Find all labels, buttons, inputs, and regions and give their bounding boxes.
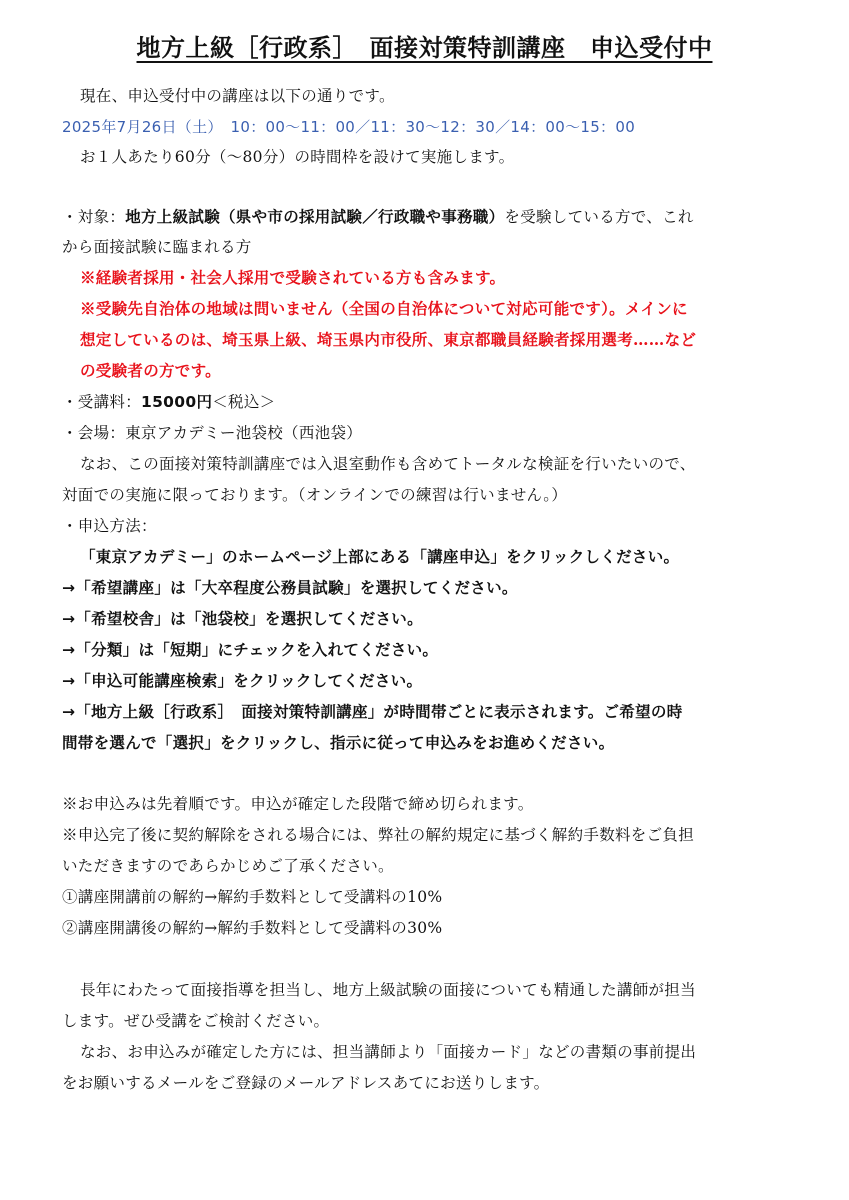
target-note-1: ※経験者採用・社会人採用で受験されている方も含みます。 [80,268,506,287]
target-note-2-cont: 想定しているのは、埼玉県上級、埼玉県内市役所、東京都職員経験者採用選考……など [80,330,697,349]
schedule-line: 2025年7月26日（土） 10：00〜11：00／11：30〜12：30／14：00〜15：00 [62,118,636,136]
apply-step-4: →「分類」は「短期」にチェックを入れてください。 [62,641,439,659]
cancel-fee-before: ①講座開講前の解約→解約手数料として受講料の10% [62,888,443,906]
notice-first-come: ※お申込みは先着順です。申込が確定した段階で締め切られます。 [62,795,534,813]
notice-cancel-cont: いただきますのであらかじめご了承ください。 [62,857,394,875]
closing-line-3: なお、お申込みが確定した方には、担当講師より「面接カード」などの書類の事前提出 [80,1043,697,1061]
time-slot-line: お１人あたり60分（〜80分）の時間枠を設けて実施します。 [80,148,515,166]
apply-step-6: →「地方上級［行政系］ 面接対策特訓講座」が時間帯ごとに表示されます。ご希望の時 [62,703,683,721]
apply-step-3: →「希望校舎」は「池袋校」を選択してください。 [62,610,423,628]
fee-line [62,392,275,412]
apply-step-2: →「希望講座」は「大卒程度公務員試験」を選択してください。 [62,579,518,597]
closing-line-4: をお願いするメールをご登録のメールアドレスあてにお送りします。 [62,1074,550,1092]
target-note-2: ※受験先自治体の地域は問いません（全国の自治体について対応可能です）。メインに [80,299,688,318]
fee-amount: 15000円 [141,393,213,411]
notice-cancel: ※申込完了後に契約解除をされる場合には、弊社の解約規定に基づく解約手数料をご負担 [62,826,695,844]
target-label: ・対象： [62,208,126,226]
fee-label: ・受講料： [62,393,142,411]
closing-line-1: 長年にわたって面接指導を担当し、地方上級試験の面接についても精通した講師が担当 [80,981,696,999]
page-title: 地方上級［行政系］ 面接対策特訓講座 申込受付中 [136,34,713,62]
intro-line: 現在、申込受付中の講座は以下の通りです。 [80,87,395,105]
apply-step-5: →「申込可能講座検索」をクリックしてください。 [62,672,423,690]
target-exam: 地方上級試験（県や市の採用試験／行政職や事務職） [125,208,505,226]
target-line [62,207,694,227]
apply-step-6-cont: 間帯を選んで「選択」をクリックし、指示に従って申込みをお進めください。 [62,734,615,752]
target-line-2: から面接試験に臨まれる方 [62,238,252,256]
apply-heading: ・申込方法： [62,517,157,535]
cancel-fee-after: ②講座開講後の解約→解約手数料として受講料の30% [62,919,443,937]
target-rest: を受験している方で、これ [504,208,694,226]
target-note-2-end: の受験者の方です。 [80,361,221,380]
remark-line-2: 対面での実施に限っております。（オンラインでの練習は行いません。） [62,486,568,504]
fee-tax: ＜税込＞ [212,393,276,411]
remark-line: なお、この面接対策特訓講座では入退室動作も含めてトータルな検証を行いたいので、 [80,455,696,473]
apply-step-1: 「東京アカデミー」のホームページ上部にある「講座申込」をクリックしください。 [80,548,680,566]
closing-line-2: します。ぜひ受講をご検討ください。 [62,1012,330,1030]
venue-line: ・会場：東京アカデミー池袋校（西池袋） [62,424,363,442]
